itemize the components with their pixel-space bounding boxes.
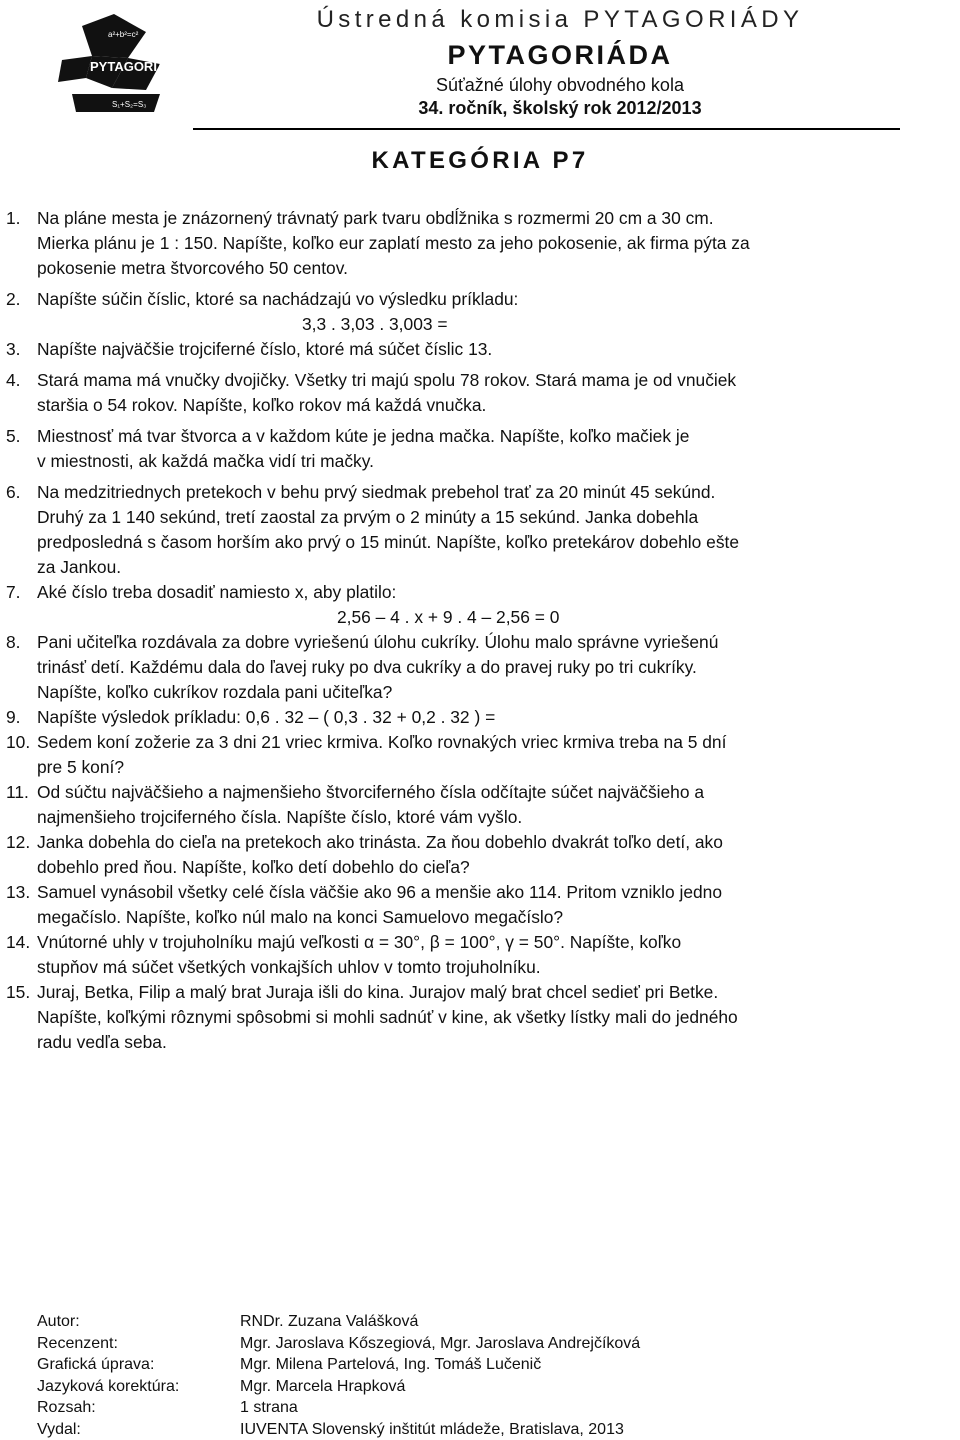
credit-row [37, 1397, 640, 1419]
credit-label: Rozsah: [37, 1397, 240, 1419]
task-number: 11. [6, 780, 37, 830]
task-text [37, 480, 956, 580]
task-number: 3. [6, 337, 37, 362]
task-text [37, 880, 956, 930]
task-text [37, 630, 956, 705]
task-line: v miestnosti, ak každá mačka vidí tri mačky. [37, 449, 956, 474]
task-text [37, 830, 956, 880]
competition-title: PYTAGORIÁDA [200, 40, 920, 71]
task-line: Napíšte najväčšie trojciferné číslo, ktoré má súčet číslic 13. [37, 337, 956, 362]
task-text [37, 580, 956, 630]
pytagoriada-logo [42, 8, 194, 114]
task-line: Napíšte, koľkými rôznymi spôsobmi si mohli sadnúť v kine, ak všetky lístky mali do jedného [37, 1005, 956, 1030]
task-line: Juraj, Betka, Filip a malý brat Juraja išli do kina. Jurajov malý brat chcel sedieť pri Betke. [37, 980, 956, 1005]
task-text [37, 424, 956, 474]
logo-text: PYTAGORIÁDA [90, 59, 186, 74]
task-item [6, 287, 956, 337]
task-line: pokosenie metra štvorcového 50 centov. [37, 256, 956, 281]
task-text [37, 368, 956, 418]
task-line: najmenšieho trojciferného čísla. Napíšte číslo, ktoré vám vyšlo. [37, 805, 956, 830]
task-equation: 3,3 . 3,03 . 3,003 = [37, 312, 956, 337]
credit-label: Recenzent: [37, 1333, 240, 1355]
task-line: radu vedľa seba. [37, 1030, 956, 1055]
task-line: trinásť detí. Každému dala do ľavej ruky po dva cukríky a do pravej ruky po tri cukríky. [37, 655, 956, 680]
task-line: Pani učiteľka rozdávala za dobre vyriešenú úlohu cukríky. Úlohu malo správne vyriešenú [37, 630, 956, 655]
task-item [6, 630, 956, 705]
task-item [6, 830, 956, 880]
task-item [6, 880, 956, 930]
credit-value: IUVENTA Slovenský inštitút mládeže, Bratislava, 2013 [240, 1419, 624, 1440]
credit-row [37, 1333, 640, 1355]
task-line: predposledná s časom horším ako prvý o 15 minút. Napíšte, koľko pretekárov dobehlo ešte [37, 530, 956, 555]
credit-value: Mgr. Jaroslava Kőszegiová, Mgr. Jaroslava Andrejčíková [240, 1333, 640, 1355]
task-number: 9. [6, 705, 37, 730]
credit-row [37, 1376, 640, 1398]
organization-heading: Ústredná komisia PYTAGORIÁDY [200, 6, 920, 34]
task-line: Druhý za 1 140 sekúnd, tretí zaostal za prvým o 2 minúty a 15 sekúnd. Janka dobehla [37, 505, 956, 530]
task-item [6, 206, 956, 281]
school-year: 34. ročník, školský rok 2012/2013 [200, 98, 920, 119]
credit-value: Mgr. Marcela Hrapková [240, 1376, 405, 1398]
category-heading: KATEGÓRIA P7 [0, 147, 960, 175]
task-text [37, 287, 956, 337]
task-text [37, 206, 956, 281]
credit-value: Mgr. Milena Partelová, Ing. Tomáš Lučenič [240, 1354, 541, 1376]
logo-formula-bottom: S₁+S₂=S₃ [112, 100, 146, 109]
credit-label: Vydal: [37, 1419, 240, 1440]
task-number: 4. [6, 368, 37, 418]
task-line: megačíslo. Napíšte, koľko núl malo na konci Samuelovo megačíslo? [37, 905, 956, 930]
task-line: Stará mama má vnučky dvojičky. Všetky tri majú spolu 78 rokov. Stará mama je od vnučiek [37, 368, 956, 393]
task-line: Od súčtu najväčšieho a najmenšieho štvorciferného čísla odčítajte súčet najväčšieho a [37, 780, 956, 805]
task-text [37, 730, 956, 780]
credit-label: Grafická úprava: [37, 1354, 240, 1376]
task-equation: 2,56 – 4 . x + 9 . 4 – 2,56 = 0 [37, 605, 956, 630]
task-number: 13. [6, 880, 37, 930]
task-number: 6. [6, 480, 37, 580]
task-line: staršia o 54 rokov. Napíšte, koľko rokov má každá vnučka. [37, 393, 956, 418]
task-text [37, 337, 956, 362]
credits [37, 1311, 640, 1440]
task-number: 5. [6, 424, 37, 474]
task-line: Aké číslo treba dosadiť namiesto x, aby platilo: [37, 580, 956, 605]
task-text [37, 980, 956, 1055]
task-line: Napíšte výsledok príkladu: 0,6 . 32 – ( 0,3 . 32 + 0,2 . 32 ) = [37, 705, 956, 730]
task-line: Sedem koní zožerie za 3 dni 21 vriec krmiva. Koľko rovnakých vriec krmiva treba na 5 dní [37, 730, 956, 755]
credit-row [37, 1354, 640, 1376]
task-line: stupňov má súčet všetkých vonkajších uhlov v tomto trojuholníku. [37, 955, 956, 980]
logo-formula-top: a²+b²=c² [108, 30, 139, 39]
task-line: Na medzitriednych pretekoch v behu prvý siedmak prebehol trať za 20 minút 45 sekúnd. [37, 480, 956, 505]
task-number: 2. [6, 287, 37, 337]
task-item [6, 424, 956, 474]
task-number: 1. [6, 206, 37, 281]
header-divider [193, 128, 900, 130]
credit-row [37, 1419, 640, 1440]
task-item [6, 337, 956, 362]
task-text [37, 930, 956, 980]
task-line: Na pláne mesta je znázornený trávnatý park tvaru obdĺžnika s rozmermi 20 cm a 30 cm. [37, 206, 956, 231]
task-line: dobehlo pred ňou. Napíšte, koľko detí dobehlo do cieľa? [37, 855, 956, 880]
task-number: 8. [6, 630, 37, 705]
credit-row [37, 1311, 640, 1333]
task-number: 7. [6, 580, 37, 630]
task-number: 15. [6, 980, 37, 1055]
task-item [6, 730, 956, 780]
task-line: Napíšte súčin číslic, ktoré sa nachádzajú vo výsledku príkladu: [37, 287, 956, 312]
task-item [6, 980, 956, 1055]
credit-label: Jazyková korektúra: [37, 1376, 240, 1398]
task-text [37, 705, 956, 730]
task-item [6, 580, 956, 630]
task-list [6, 206, 956, 1055]
task-item [6, 930, 956, 980]
task-line: Napíšte, koľko cukríkov rozdala pani učiteľka? [37, 680, 956, 705]
task-item [6, 368, 956, 418]
credit-value: RNDr. Zuzana Valášková [240, 1311, 418, 1333]
task-line: Janka dobehla do cieľa na pretekoch ako trinásta. Za ňou dobehlo dvakrát toľko detí, ako [37, 830, 956, 855]
task-line: Vnútorné uhly v trojuholníku majú veľkosti α = 30°, β = 100°, γ = 50°. Napíšte, koľko [37, 930, 956, 955]
task-line: Miestnosť má tvar štvorca a v každom kúte je jedna mačka. Napíšte, koľko mačiek je [37, 424, 956, 449]
task-text [37, 780, 956, 830]
credit-label: Autor: [37, 1311, 240, 1333]
task-number: 12. [6, 830, 37, 880]
task-item [6, 480, 956, 580]
credit-value: 1 strana [240, 1397, 298, 1419]
task-line: Mierka plánu je 1 : 150. Napíšte, koľko eur zaplatí mesto za jeho pokosenie, ak firma pýta za [37, 231, 956, 256]
task-item [6, 705, 956, 730]
task-line: Samuel vynásobil všetky celé čísla väčšie ako 96 a menšie ako 114. Pritom vzniklo jedno [37, 880, 956, 905]
task-number: 14. [6, 930, 37, 980]
round-subtitle: Súťažné úlohy obvodného kola [200, 75, 920, 96]
task-line: pre 5 koní? [37, 755, 956, 780]
task-item [6, 780, 956, 830]
task-number: 10. [6, 730, 37, 780]
task-line: za Jankou. [37, 555, 956, 580]
